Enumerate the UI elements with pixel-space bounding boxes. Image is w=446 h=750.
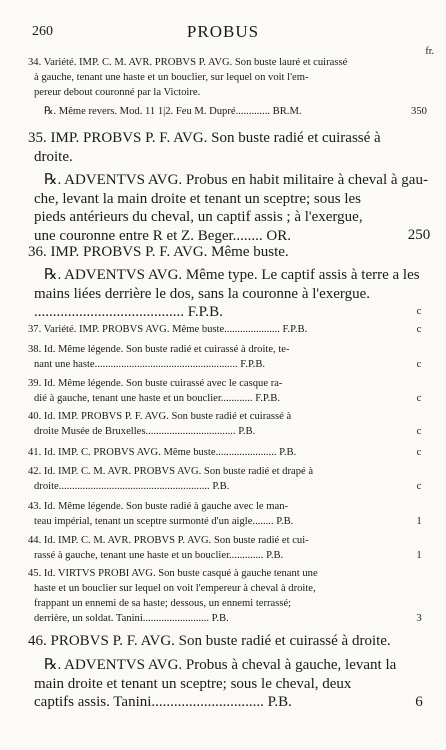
price: c [416, 426, 422, 437]
entry-line: 38. Id. Même légende. Son buste radié et cuirassé à droite, te- [28, 344, 290, 355]
price: 250 [407, 227, 431, 243]
entry-37 [28, 322, 390, 337]
entry-line: droite......................................................... P.B. [34, 481, 230, 492]
price: 3 [416, 613, 422, 624]
price: c [416, 393, 422, 404]
entry-line: 37. Variété. IMP. PROBVS AVG. Même buste..................... F.P.B. [28, 324, 308, 335]
entry-line: ℞. ADVENTVS AVG. Probus en habit militaire à cheval à gau- [44, 172, 428, 188]
currency-header: fr. [425, 46, 434, 57]
entry-line: rassé à gauche, tenant une haste et un bouclier............. P.B. [34, 550, 284, 561]
entry-38 [28, 342, 390, 372]
entry-46 [28, 632, 390, 651]
entry-41 [28, 445, 390, 460]
price: 1 [416, 550, 422, 561]
entry-34-reverse [28, 104, 390, 119]
entry-line: droite. [34, 148, 73, 165]
entry-line: main droite et tenant un sceptre; sous le cheval, deux [34, 675, 352, 692]
entry-line: 45. Id. VIRTVS PROBI AVG. Son buste casqué à gauche tenant une [28, 568, 318, 579]
entry-line: ℞. ADVENTVS AVG. Probus à cheval à gauche, levant la [44, 657, 397, 673]
entry-line: frappant un ennemi de sa haste; dessous, un ennemi terrassé; [34, 598, 292, 609]
entry-44 [28, 533, 390, 563]
entry-34 [28, 55, 390, 100]
price: c [416, 447, 422, 458]
page-number: 260 [32, 24, 53, 39]
entry-line: dié à gauche, tenant une haste et un bouclier............ F.P.B. [34, 393, 280, 404]
entry-line: une couronne entre R et Z. Beger........ OR. [34, 227, 292, 244]
entry-line: haste et un bouclier sur lequel on voit l'empereur à cheval à droite, [34, 583, 316, 594]
price: c [416, 359, 422, 370]
entry-36 [28, 243, 390, 262]
price: c [416, 306, 422, 317]
entry-35 [28, 129, 390, 166]
entry-line: captifs assis. Tanini.............................. P.B. [34, 694, 292, 710]
entry-line: derrière, un soldat. Tanini......................... P.B. [34, 613, 229, 624]
entry-line: 42. Id. IMP. C. M. AVR. PROBVS AVG. Son buste radié et drapé à [28, 466, 314, 477]
entry-line: ℞. Même revers. Mod. 11 1|2. Feu M. Dupré............. BR.M. [44, 106, 302, 117]
entry-39 [28, 376, 390, 406]
entry-43 [28, 499, 390, 529]
entry-line: nant une haste...................................................... F.P.B. [34, 359, 266, 370]
entry-line: à gauche, tenant une haste et un bouclier, sur lequel on voit l'em- [34, 72, 309, 83]
entry-line: 43. Id. Même légende. Son buste radié à gauche avec le man- [28, 501, 289, 512]
running-head: PROBUS [186, 22, 260, 41]
entry-line: ........................................ F.P.B. [34, 304, 223, 320]
price: c [416, 481, 422, 492]
entry-line: 41. Id. IMP. C. PROBVS AVG. Même buste....................... P.B. [28, 447, 297, 458]
entry-line: 36. IMP. PROBVS P. F. AVG. Même buste. [28, 244, 289, 260]
entry-46-reverse [28, 656, 397, 712]
entry-line: 35. IMP. PROBVS P. F. AVG. Son buste radié et cuirassé à [28, 130, 381, 146]
entry-40 [28, 409, 390, 439]
entry-line: teau impérial, tenant un sceptre surmonté d'un aigle........ P.B. [34, 516, 294, 527]
entry-45 [28, 566, 390, 626]
entry-line: mains liées derrière le dos, sans la couronne à l'exergue. [34, 285, 371, 302]
price: c [416, 324, 422, 335]
entry-line: pereur debout couronné par la Victoire. [34, 87, 201, 98]
entry-line: 44. Id. IMP. C. M. AVR. PROBVS P. AVG. Son buste radié et cui- [28, 535, 309, 546]
entry-line: pieds antérieurs du cheval, un captif assis ; à l'exergue, [34, 209, 363, 225]
entry-line: droite Musée de Bruxelles.................................. P.B. [34, 426, 256, 437]
entry-36-reverse [28, 266, 420, 322]
price: 350 [411, 106, 427, 117]
entry-42 [28, 464, 390, 494]
entry-line: 40. Id. IMP. PROBVS P. F. AVG. Son buste radié et cuirassé à [28, 411, 292, 422]
entry-line: 34. Variété. IMP. C. M. AVR. PROBVS P. AVG. Son buste lauré et cuirassé [28, 57, 348, 68]
entry-line: che, levant la main droite et tenant un sceptre; sous les [34, 190, 361, 207]
entry-line: ℞. ADVENTVS AVG. Même type. Le captif assis à terre a les [44, 267, 420, 283]
entry-line: 39. Id. Même légende. Son buste cuirassé avec le casque ra- [28, 378, 283, 389]
price: 6 [415, 694, 423, 710]
price: 1 [416, 516, 422, 527]
entry-line: 46. PROBVS P. F. AVG. Son buste radié et cuirassé à droite. [28, 633, 391, 649]
